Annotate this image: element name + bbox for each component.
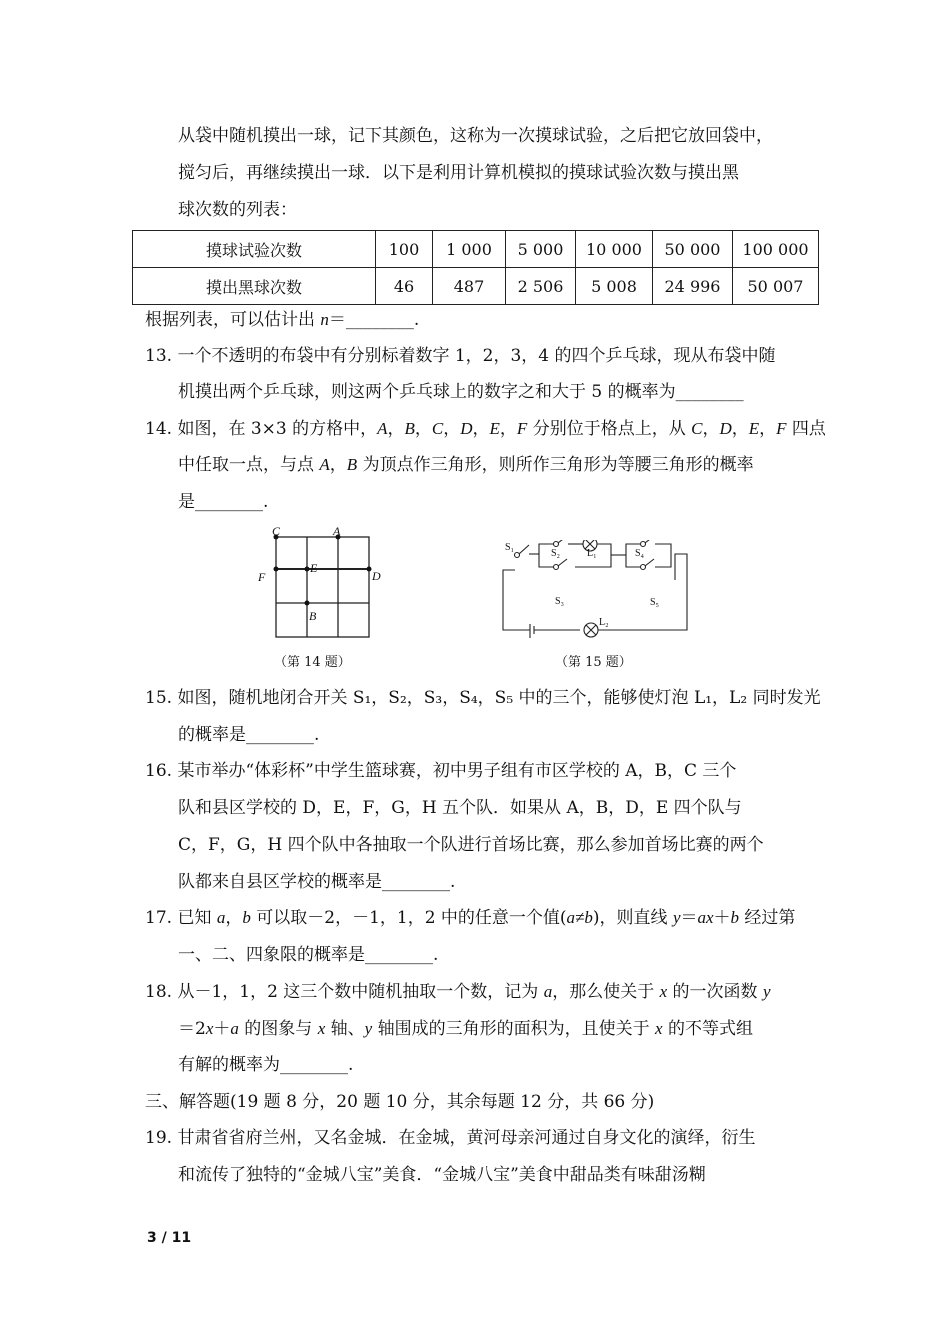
math-variable: F [516, 419, 528, 438]
table-cell: 2 506 [506, 268, 576, 305]
question-13 [145, 345, 776, 367]
point-label-b: B [309, 609, 317, 623]
text-segment: 根据列表，可以估计出 [145, 310, 321, 330]
text-line [178, 125, 773, 147]
section-heading [145, 1091, 654, 1113]
figure-15-caption: （第 15 题） [555, 655, 632, 670]
math-variable: n [320, 310, 329, 329]
text-segment: 一、二、四象限的概率是________. [178, 945, 439, 965]
text-segment: ＋ [713, 908, 731, 928]
lamp-label-l2: L₂ [599, 617, 609, 628]
question-16 [145, 760, 736, 782]
table-cell: 46 [376, 268, 433, 305]
text-segment: 轴、 [325, 1019, 365, 1039]
question-15 [145, 687, 821, 709]
switch-label-s5: S₅ [650, 597, 660, 608]
question-14 [145, 418, 826, 440]
switch-label-s3: S₃ [555, 596, 565, 607]
text-line [178, 871, 455, 893]
text-segment: 机摸出两个乒乓球，则这两个乒乓球上的数字之和大于 5 的概率为________ [178, 382, 744, 402]
text-segment: 和流传了独特的“金城八宝”美食．“金城八宝”美食中甜品类有味甜汤糊 [178, 1165, 706, 1185]
point-label-e: E [310, 561, 318, 575]
table-cell: 100 000 [733, 231, 819, 268]
text-segment: 轴围成的三角形的面积为，且使关于 [372, 1019, 655, 1039]
text-segment: 有解的概率为________. [178, 1055, 354, 1075]
question-19 [145, 1127, 755, 1149]
text-segment: 的概率是________. [178, 725, 320, 745]
text-segment: ， [702, 419, 720, 439]
text-segment: 17. 已知 [145, 908, 217, 928]
math-variable: A [319, 455, 330, 474]
text-line [178, 454, 754, 476]
text-segment: ＋ [213, 1019, 231, 1039]
text-segment: 19. 甘肃省省府兰州，又名金城．在金城，黄河母亲河通过自身文化的演绎，衍生 [145, 1128, 756, 1148]
math-variable: a [216, 908, 226, 927]
math-variable: x [317, 1019, 326, 1038]
math-variable: a [230, 1019, 239, 1038]
text-segment: 从袋中随机摸出一球，记下其颜色，这称为一次摸球试验，之后把它放回袋中， [178, 126, 773, 146]
math-variable: F [776, 419, 787, 438]
text-line [178, 1018, 753, 1040]
math-variable: y [364, 1019, 373, 1038]
text-segment: ， [443, 419, 461, 439]
text-segment: 是________. [178, 492, 269, 512]
text-segment: 的不等式组 [662, 1019, 753, 1039]
text-segment: ＝________. [328, 310, 420, 330]
math-variable: a≠b [566, 908, 593, 927]
figure-14-caption: （第 14 题） [274, 655, 351, 670]
text-segment: 搅匀后，再继续摸出一球．以下是利用计算机模拟的摸球试验次数与摸出黑 [178, 163, 739, 183]
math-variable: B [346, 455, 358, 474]
text-segment: 队和县区学校的 D，E，F，G，H 五个队．如果从 A，B，D，E 四个队与 [178, 798, 742, 818]
text-line [145, 309, 419, 331]
switch-label-s2: S₂ [551, 548, 561, 559]
question-18 [145, 981, 771, 1003]
text-segment: ， [414, 419, 432, 439]
text-line [178, 491, 268, 513]
text-segment: 三、解答题(19 题 8 分，20 题 10 分，其余每题 12 分，共 66 分) [145, 1092, 655, 1112]
math-variable: x [659, 982, 668, 1001]
math-variable: E [748, 419, 760, 438]
text-line [178, 724, 319, 746]
text-segment: ＝2 [178, 1019, 206, 1039]
text-segment: )，则直线 [592, 908, 673, 928]
table-cell: 50 000 [653, 231, 733, 268]
text-segment: ， [759, 419, 777, 439]
math-variable: C [691, 419, 703, 438]
math-variable: E [489, 419, 500, 438]
math-variable: A [377, 419, 388, 438]
table-cell: 487 [433, 268, 506, 305]
text-segment: ， [329, 455, 347, 475]
circuit-figure-15 [495, 540, 695, 640]
data-table [132, 230, 819, 305]
text-segment: 的一次函数 [667, 982, 763, 1002]
math-variable: ax [697, 908, 714, 927]
text-line [178, 944, 438, 966]
text-segment: 球次数的列表： [178, 200, 297, 220]
table-row [133, 231, 819, 268]
text-line [178, 381, 744, 403]
text-segment: 的图象与 [238, 1019, 318, 1039]
text-segment: 四点 [786, 419, 826, 439]
text-segment: ， [387, 419, 405, 439]
text-segment: ＝ [680, 908, 698, 928]
math-variable: D [719, 419, 732, 438]
text-segment: 15. 如图，随机地闭合开关 S₁，S₂，S₃，S₄，S₅ 中的三个，能够使灯泡 L₁，L₂ 同时发光 [145, 688, 821, 708]
math-variable: B [404, 419, 415, 438]
table-cell: 24 996 [653, 268, 733, 305]
text-segment: C，F，G，H 四个队中各抽取一个队进行首场比赛，那么参加首场比赛的两个 [178, 835, 764, 855]
point-label-c: C [272, 525, 281, 538]
text-segment: ， [472, 419, 490, 439]
text-line [178, 199, 297, 221]
math-variable: b [242, 908, 251, 927]
grid-figure-14 [250, 525, 400, 650]
table-cell: 5 000 [506, 231, 576, 268]
point-label-f: F [258, 570, 266, 584]
question-17 [145, 907, 795, 929]
math-variable: D [460, 419, 473, 438]
text-segment: 经过第 [739, 908, 796, 928]
switch-label-s4: S₄ [635, 548, 645, 559]
text-line [178, 1054, 353, 1076]
text-segment: 14. 如图，在 3×3 的方格中， [145, 419, 378, 439]
text-segment: ， [731, 419, 749, 439]
text-segment: ，那么使关于 [552, 982, 660, 1002]
text-segment: 中任取一点，与点 [178, 455, 320, 475]
math-variable: x [655, 1019, 663, 1038]
point-label-d: D [372, 569, 381, 583]
table-cell: 1 000 [433, 231, 506, 268]
text-segment: 分别位于格点上，从 [527, 419, 692, 439]
math-variable: C [431, 419, 444, 438]
table-header-cell: 摸出黑球次数 [133, 268, 376, 305]
math-variable: x [205, 1019, 214, 1038]
page-number: 3 / 11 [147, 1230, 192, 1246]
text-segment: ， [225, 908, 243, 928]
text-segment: 13. 一个不透明的布袋中有分别标着数字 1，2，3，4 的四个乒乓球，现从布袋中随 [145, 346, 776, 366]
text-line [178, 162, 739, 184]
text-segment: 为顶点作三角形，则所作三角形为等腰三角形的概率 [357, 455, 754, 475]
text-segment: ， [499, 419, 517, 439]
table-cell: 50 007 [733, 268, 819, 305]
switch-label-s1: S₁ [505, 542, 515, 553]
text-line [178, 834, 764, 856]
text-segment: 队都来自县区学校的概率是________. [178, 872, 456, 892]
table-cell: 10 000 [576, 231, 653, 268]
text-segment: 可以取－2，－1，1，2 中的任意一个值( [250, 908, 567, 928]
table-header-cell: 摸球试验次数 [133, 231, 376, 268]
text-line [178, 797, 742, 819]
lamp-label-l1: L₁ [587, 548, 597, 559]
point-label-a: A [333, 525, 341, 538]
math-variable: b [730, 908, 740, 927]
math-variable: y [672, 908, 681, 927]
math-variable: a [543, 982, 553, 1001]
table-row [133, 268, 819, 305]
table-cell: 5 008 [576, 268, 653, 305]
text-segment: 18. 从－1，1，2 这三个数中随机抽取一个数，记为 [145, 982, 544, 1002]
text-line [178, 1164, 706, 1186]
table-cell: 100 [376, 231, 433, 268]
math-variable: y [762, 982, 771, 1001]
text-segment: 16. 某市举办“体彩杯”中学生篮球赛，初中男子组有市区学校的 A，B，C 三个 [145, 761, 737, 781]
